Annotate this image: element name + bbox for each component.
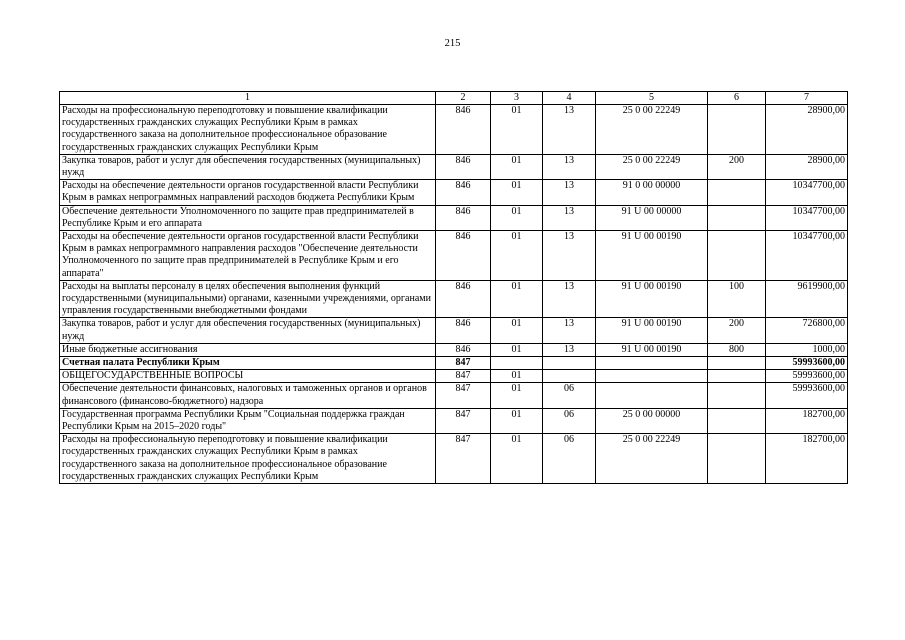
subsection-code-cell: 06: [543, 408, 596, 433]
target-article-cell: 25 0 00 22249: [596, 154, 708, 179]
section-code-cell: 01: [491, 434, 543, 484]
row-name-cell: Расходы на профессиональную переподготовку и повышение квалификации государственных гражданских служащих Республики Крым в рамках государственного заказа на дополнительное профессиональное образование государственных гражданских служащих Республики Крым: [60, 434, 436, 484]
section-code-cell: 01: [491, 205, 543, 230]
subsection-code-cell: 06: [543, 434, 596, 484]
column-header: 2: [436, 92, 491, 105]
admin-code-cell: 846: [436, 154, 491, 179]
target-article-cell: [596, 383, 708, 408]
budget-table: [59, 91, 848, 484]
admin-code-cell: 846: [436, 205, 491, 230]
table-row: [60, 370, 848, 383]
column-header: 6: [708, 92, 766, 105]
target-article-cell: 91 U 00 00190: [596, 231, 708, 281]
admin-code-cell: 846: [436, 105, 491, 155]
admin-code-cell: 847: [436, 434, 491, 484]
subsection-code-cell: [543, 370, 596, 383]
amount-cell: 726800,00: [766, 318, 848, 343]
admin-code-cell: 846: [436, 343, 491, 356]
row-name-cell: Иные бюджетные ассигнования: [60, 343, 436, 356]
table-body: [60, 105, 848, 484]
section-code-cell: 01: [491, 343, 543, 356]
admin-code-cell: 847: [436, 408, 491, 433]
page-number: 215: [444, 38, 461, 49]
expense-type-cell: [708, 370, 766, 383]
table-row: [60, 383, 848, 408]
subsection-code-cell: 06: [543, 383, 596, 408]
amount-cell: 182700,00: [766, 434, 848, 484]
expense-type-cell: [708, 180, 766, 205]
section-code-cell: 01: [491, 280, 543, 318]
column-header: 5: [596, 92, 708, 105]
expense-type-cell: [708, 105, 766, 155]
section-code-cell: [491, 357, 543, 370]
table-row: [60, 205, 848, 230]
table-row: [60, 318, 848, 343]
admin-code-cell: 846: [436, 231, 491, 281]
expense-type-cell: [708, 231, 766, 281]
target-article-cell: 25 0 00 22249: [596, 105, 708, 155]
table-header-row: [60, 92, 848, 105]
expense-type-cell: [708, 408, 766, 433]
column-header: 7: [766, 92, 848, 105]
table-row: [60, 434, 848, 484]
target-article-cell: 91 U 00 00190: [596, 343, 708, 356]
subsection-code-cell: [543, 357, 596, 370]
amount-cell: 10347700,00: [766, 180, 848, 205]
admin-code-cell: 846: [436, 318, 491, 343]
amount-cell: 28900,00: [766, 154, 848, 179]
admin-code-cell: 847: [436, 383, 491, 408]
table-row: [60, 343, 848, 356]
expense-type-cell: [708, 357, 766, 370]
section-code-cell: 01: [491, 231, 543, 281]
row-name-cell: Расходы на обеспечение деятельности органов государственной власти Республики Крым в рамках непрограммных направлений расходов бюджета Республики Крым: [60, 180, 436, 205]
section-code-cell: 01: [491, 105, 543, 155]
column-header: 1: [60, 92, 436, 105]
amount-cell: 10347700,00: [766, 205, 848, 230]
amount-cell: 59993600,00: [766, 370, 848, 383]
expense-type-cell: [708, 434, 766, 484]
row-name-cell: ОБЩЕГОСУДАРСТВЕННЫЕ ВОПРОСЫ: [60, 370, 436, 383]
table-row: [60, 408, 848, 433]
target-article-cell: [596, 370, 708, 383]
amount-cell: 1000,00: [766, 343, 848, 356]
subsection-code-cell: 13: [543, 205, 596, 230]
amount-cell: 28900,00: [766, 105, 848, 155]
subsection-code-cell: 13: [543, 105, 596, 155]
amount-cell: 59993600,00: [766, 357, 848, 370]
section-code-cell: 01: [491, 180, 543, 205]
expense-type-cell: 100: [708, 280, 766, 318]
row-name-cell: Расходы на обеспечение деятельности органов государственной власти Республики Крым в рамках непрограммного направления расходов "Обеспечение деятельности Уполномоченного по защите прав предпринимателей в Республике Крым и его аппарата": [60, 231, 436, 281]
expense-type-cell: 800: [708, 343, 766, 356]
table-row: [60, 180, 848, 205]
admin-code-cell: 847: [436, 357, 491, 370]
table-row: [60, 357, 848, 370]
admin-code-cell: 846: [436, 280, 491, 318]
target-article-cell: 91 U 00 00000: [596, 205, 708, 230]
table-row: [60, 280, 848, 318]
column-header: 3: [491, 92, 543, 105]
subsection-code-cell: 13: [543, 343, 596, 356]
admin-code-cell: 847: [436, 370, 491, 383]
row-name-cell: Счетная палата Республики Крым: [60, 357, 436, 370]
target-article-cell: [596, 357, 708, 370]
section-code-cell: 01: [491, 154, 543, 179]
subsection-code-cell: 13: [543, 180, 596, 205]
expense-type-cell: 200: [708, 318, 766, 343]
table-row: [60, 154, 848, 179]
expense-type-cell: [708, 205, 766, 230]
admin-code-cell: 846: [436, 180, 491, 205]
target-article-cell: 25 0 00 00000: [596, 408, 708, 433]
expense-type-cell: 200: [708, 154, 766, 179]
subsection-code-cell: 13: [543, 318, 596, 343]
subsection-code-cell: 13: [543, 231, 596, 281]
section-code-cell: 01: [491, 383, 543, 408]
target-article-cell: 91 U 00 00190: [596, 280, 708, 318]
table-row: [60, 231, 848, 281]
row-name-cell: Расходы на профессиональную переподготовку и повышение квалификации государственных гражданских служащих Республики Крым в рамках государственного заказа на дополнительное профессиональное образование государственных гражданских служащих Республики Крым: [60, 105, 436, 155]
amount-cell: 9619900,00: [766, 280, 848, 318]
subsection-code-cell: 13: [543, 154, 596, 179]
amount-cell: 182700,00: [766, 408, 848, 433]
row-name-cell: Обеспечение деятельности финансовых, налоговых и таможенных органов и органов финансового (финансово-бюджетного) надзора: [60, 383, 436, 408]
target-article-cell: 91 0 00 00000: [596, 180, 708, 205]
target-article-cell: 25 0 00 22249: [596, 434, 708, 484]
row-name-cell: Закупка товаров, работ и услуг для обеспечения государственных (муниципальных) нужд: [60, 318, 436, 343]
column-header: 4: [543, 92, 596, 105]
subsection-code-cell: 13: [543, 280, 596, 318]
row-name-cell: Закупка товаров, работ и услуг для обеспечения государственных (муниципальных) нужд: [60, 154, 436, 179]
row-name-cell: Обеспечение деятельности Уполномоченного по защите прав предпринимателей в Республике Крым и его аппарата: [60, 205, 436, 230]
amount-cell: 10347700,00: [766, 231, 848, 281]
section-code-cell: 01: [491, 318, 543, 343]
section-code-cell: 01: [491, 408, 543, 433]
row-name-cell: Расходы на выплаты персоналу в целях обеспечения выполнения функций государственными (муниципальными) органами, казенными учреждениями, органами управления государственными внебюджетными фондами: [60, 280, 436, 318]
section-code-cell: 01: [491, 370, 543, 383]
table-row: [60, 105, 848, 155]
target-article-cell: 91 U 00 00190: [596, 318, 708, 343]
expense-type-cell: [708, 383, 766, 408]
amount-cell: 59993600,00: [766, 383, 848, 408]
row-name-cell: Государственная программа Республики Крым "Социальная поддержка граждан Республики Крым на 2015–2020 годы": [60, 408, 436, 433]
